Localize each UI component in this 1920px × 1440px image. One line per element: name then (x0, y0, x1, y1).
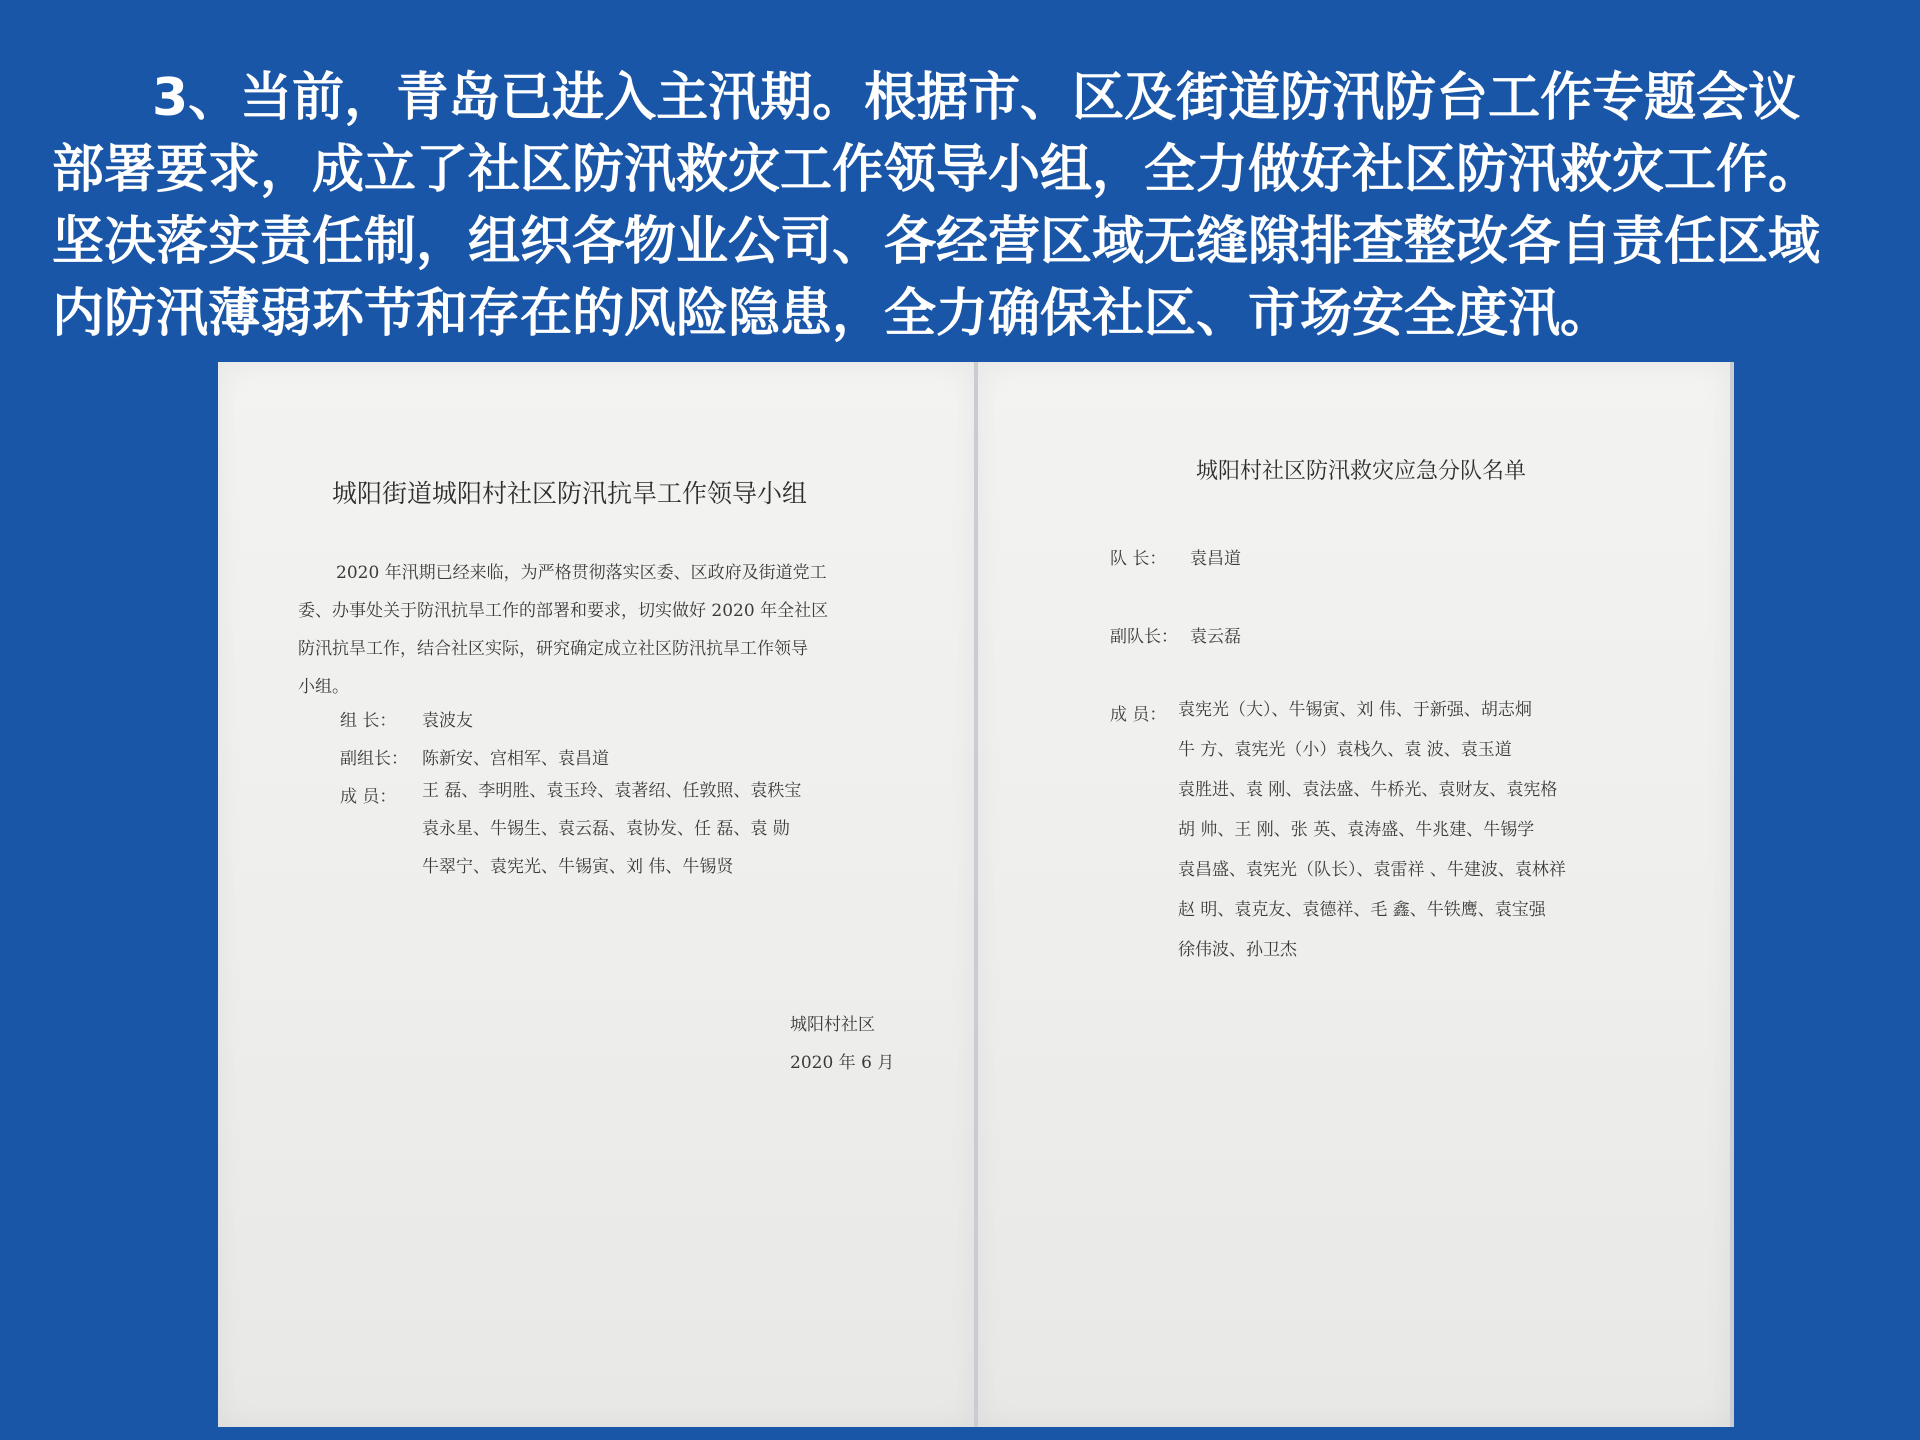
slide-text-line: 部署要求，成立了社区防汛救灾工作领导小组，全力做好社区防汛救灾工作。 (52, 140, 1821, 200)
vice-captain-label: 副队长： (1110, 627, 1178, 647)
slide-text-line: 3、当前，青岛已进入主汛期。根据市、区及街道防汛防台工作专题会议 (152, 68, 1801, 128)
emergency-team-document (978, 362, 1730, 1427)
deputy-names: 陈新安、宫相军、袁昌道 (422, 749, 609, 769)
members-line: 牛 方、袁宪光（小）袁栈久、袁 波、袁玉道 (1178, 740, 1512, 760)
paragraph-line: 小组。 (298, 677, 349, 697)
paragraph-line: 委、办事处关于防汛抗旱工作的部署和要求，切实做好 2020 年全社区 (298, 601, 829, 621)
captain-label: 队 长： (1110, 549, 1167, 569)
members-line: 袁永星、牛锡生、袁云磊、袁协发、任 磊、袁 勋 (422, 819, 790, 839)
members-line: 袁胜进、袁 刚、袁法盛、牛桥光、袁财友、袁宪格 (1178, 780, 1558, 800)
paragraph-line: 防汛抗旱工作，结合社区实际，研究确定成立社区防汛抗旱工作领导 (298, 639, 808, 659)
members-list (422, 772, 801, 886)
members-list (1178, 690, 1566, 970)
doc-title: 城阳街道城阳村社区防汛抗旱工作领导小组 (332, 479, 808, 508)
members-line: 袁宪光（大）、牛锡寅、刘 伟、于新强、胡志炯 (1178, 700, 1532, 720)
leader-name: 袁波友 (422, 711, 473, 731)
captain-name: 袁昌道 (1190, 549, 1241, 569)
members-line: 徐伟波、孙卫杰 (1178, 940, 1297, 960)
signature-date: 2020 年 6 月 (790, 1053, 895, 1073)
paragraph-line: 2020 年汛期已经来临，为严格贯彻落实区委、区政府及街道党工 (336, 563, 827, 583)
members-line: 赵 明、袁克友、袁德祥、毛 鑫、牛铁鹰、袁宝强 (1178, 900, 1546, 920)
slide-text-line: 坚决落实责任制，组织各物业公司、各经营区域无缝隙排查整改各自责任区域 (52, 212, 1821, 272)
members-label: 成 员： (340, 787, 397, 807)
members-line: 牛翠宁、袁宪光、牛锡寅、刘 伟、牛锡贤 (422, 857, 734, 877)
deputy-label: 副组长： (340, 749, 408, 769)
members-line: 王 磊、李明胜、袁玉玲、袁著绍、任敦照、袁秩宝 (422, 781, 802, 801)
vice-captain-name: 袁云磊 (1190, 627, 1241, 647)
members-line: 袁昌盛、袁宪光（队长）、袁雷祥 、牛建波、袁林祥 (1178, 860, 1566, 880)
document-photo (218, 362, 1734, 1427)
doc-paragraph (298, 554, 918, 706)
leading-group-document (218, 362, 974, 1427)
members-label: 成 员： (1110, 705, 1167, 725)
leader-label: 组 长： (340, 711, 397, 731)
slide-body-text (52, 62, 1882, 350)
doc-title: 城阳村社区防汛救灾应急分队名单 (1196, 459, 1527, 484)
slide-text-line: 内防汛薄弱环节和存在的风险隐患，全力确保社区、市场安全度汛。 (52, 284, 1613, 344)
signature-org: 城阳村社区 (790, 1015, 875, 1035)
members-line: 胡 帅、王 刚、张 英、袁涛盛、牛兆建、牛锡学 (1178, 820, 1535, 840)
